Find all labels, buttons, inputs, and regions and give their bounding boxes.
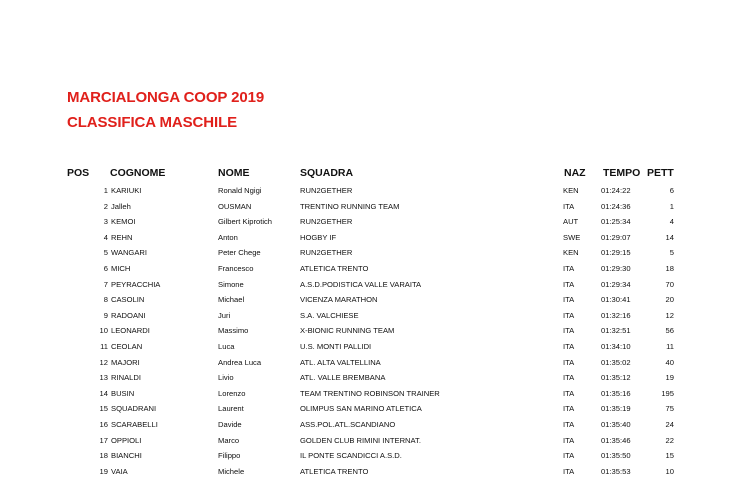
row-bib: 19	[665, 373, 674, 383]
row-surname: CASOLIN	[111, 295, 145, 305]
table-row	[0, 433, 741, 449]
row-pos: 5	[103, 248, 108, 258]
row-team: RUN2GETHER	[300, 186, 353, 195]
row-pos: 19	[99, 466, 108, 476]
row-time: 01:24:36	[601, 201, 631, 211]
table-row	[0, 230, 741, 246]
row-name: Juri	[218, 310, 231, 320]
row-surname: RINALDI	[111, 373, 141, 383]
row-name: OUSMAN	[218, 201, 252, 211]
row-name: Francesco	[218, 263, 254, 273]
header-bib: PETT	[647, 167, 674, 179]
row-name: Anton	[218, 232, 238, 242]
table-row	[0, 261, 741, 277]
row-pos: 10	[99, 326, 108, 336]
row-nationality: ITA	[563, 435, 575, 445]
row-bib: 6	[669, 186, 674, 195]
row-bib: 12	[665, 310, 674, 320]
row-surname: CEOLAN	[111, 341, 143, 351]
row-surname: SCARABELLI	[111, 419, 158, 429]
row-name: Ronald Ngigi	[218, 186, 262, 195]
row-pos: 6	[103, 263, 108, 273]
row-bib: 5	[669, 248, 674, 258]
table-row	[0, 323, 741, 339]
table-row	[0, 417, 741, 433]
header-team: SQUADRA	[300, 167, 354, 179]
row-team: A.S.D.PODISTICA VALLE VARAITA	[300, 279, 422, 289]
row-pos: 18	[99, 451, 108, 461]
table-row	[0, 245, 741, 261]
row-surname: KEMOI	[111, 217, 136, 227]
row-name: Laurent	[218, 404, 244, 414]
table-row	[0, 339, 741, 355]
row-name: Davide	[218, 419, 242, 429]
row-time: 01:30:41	[601, 295, 631, 305]
header-time: TEMPO	[603, 167, 641, 179]
row-team: RUN2GETHER	[300, 248, 353, 258]
row-bib: 40	[665, 357, 674, 367]
row-team: GOLDEN CLUB RIMINI INTERNAT.	[300, 435, 421, 445]
row-team: ATL. ALTA VALTELLINA	[300, 357, 381, 367]
row-time: 01:35:46	[601, 435, 631, 445]
header-naz: NAZ	[564, 167, 586, 179]
row-team: TRENTINO RUNNING TEAM	[300, 201, 400, 211]
row-surname: KARIUKI	[111, 186, 142, 195]
row-time: 01:35:53	[601, 466, 631, 476]
table-row	[0, 308, 741, 324]
row-name: Gilbert Kiprotich	[218, 217, 273, 227]
row-bib: 75	[665, 404, 674, 414]
table-row	[0, 355, 741, 371]
row-name: Simone	[218, 279, 244, 289]
row-time: 01:32:16	[601, 310, 631, 320]
row-pos: 3	[103, 217, 108, 227]
row-bib: 15	[665, 451, 674, 461]
row-team: U.S. MONTI PALLIDI	[300, 341, 372, 351]
table-row	[0, 370, 741, 386]
row-nationality: ITA	[563, 201, 575, 211]
row-time: 01:34:10	[601, 341, 631, 351]
document-title: MARCIALONGA COOP 2019	[67, 89, 265, 106]
table-row	[0, 214, 741, 230]
row-time: 01:24:22	[601, 186, 631, 195]
row-pos: 8	[103, 295, 108, 305]
row-nationality: ITA	[563, 279, 575, 289]
row-team: ATLETICA TRENTO	[300, 466, 369, 476]
row-pos: 1	[103, 186, 108, 195]
row-bib: 1	[669, 201, 674, 211]
row-surname: BUSIN	[111, 388, 135, 398]
results-table-body	[0, 183, 741, 479]
table-row	[0, 464, 741, 480]
row-bib: 10	[665, 466, 674, 476]
row-surname: REHN	[111, 232, 133, 242]
row-team: TEAM TRENTINO ROBINSON TRAINER	[300, 388, 440, 398]
row-time: 01:29:15	[601, 248, 631, 258]
row-time: 01:32:51	[601, 326, 631, 336]
row-pos: 14	[99, 388, 108, 398]
row-nationality: ITA	[563, 326, 575, 336]
row-pos: 13	[99, 373, 108, 383]
row-name: Filippo	[218, 451, 241, 461]
row-surname: LEONARDI	[111, 326, 150, 336]
row-team: S.A. VALCHIESE	[300, 310, 359, 320]
row-time: 01:35:02	[601, 357, 631, 367]
row-name: Luca	[218, 341, 235, 351]
row-team: HOGBY IF	[300, 232, 337, 242]
row-time: 01:35:12	[601, 373, 631, 383]
row-bib: 11	[666, 341, 674, 351]
row-name: Marco	[218, 435, 240, 445]
row-surname: PEYRACCHIA	[111, 279, 161, 289]
row-nationality: ITA	[563, 295, 575, 305]
row-surname: RADOANI	[111, 310, 146, 320]
row-name: Michele	[218, 466, 245, 476]
row-bib: 14	[665, 232, 674, 242]
row-bib: 195	[661, 388, 674, 398]
table-row	[0, 277, 741, 293]
row-name: Andrea Luca	[218, 357, 262, 367]
row-time: 01:29:30	[601, 263, 631, 273]
row-pos: 11	[100, 341, 108, 351]
row-team: ASS.POL.ATL.SCANDIANO	[300, 419, 396, 429]
row-team: OLIMPUS SAN MARINO ATLETICA	[300, 404, 422, 414]
row-nationality: ITA	[563, 451, 575, 461]
row-pos: 4	[103, 232, 108, 242]
row-time: 01:29:07	[601, 232, 631, 242]
table-row	[0, 386, 741, 402]
row-pos: 2	[103, 201, 108, 211]
row-bib: 56	[665, 326, 674, 336]
row-name: Michael	[218, 295, 245, 305]
row-nationality: ITA	[563, 310, 575, 320]
row-time: 01:35:16	[601, 388, 631, 398]
row-surname: WANGARI	[111, 248, 147, 258]
row-time: 01:35:19	[601, 404, 631, 414]
row-pos: 12	[99, 357, 108, 367]
row-team: ATLETICA TRENTO	[300, 263, 369, 273]
row-surname: OPPIOLI	[111, 435, 142, 445]
row-surname: MAJORI	[111, 357, 140, 367]
row-name: Peter Chege	[218, 248, 261, 258]
row-bib: 70	[665, 279, 674, 289]
row-name: Massimo	[218, 326, 249, 336]
row-nationality: ITA	[563, 404, 575, 414]
row-nationality: ITA	[563, 373, 575, 383]
row-bib: 4	[669, 217, 674, 227]
row-team: IL PONTE SCANDICCI A.S.D.	[300, 451, 402, 461]
row-nationality: AUT	[563, 217, 579, 227]
table-row	[0, 292, 741, 308]
row-nationality: SWE	[563, 232, 581, 242]
row-nationality: ITA	[563, 466, 575, 476]
row-pos: 17	[99, 435, 108, 445]
row-surname: Jalleh	[111, 201, 131, 211]
table-row	[0, 448, 741, 464]
document-subtitle: CLASSIFICA MASCHILE	[67, 114, 238, 131]
row-surname: BIANCHI	[111, 451, 142, 461]
row-surname: MICH	[111, 263, 131, 273]
row-nationality: ITA	[563, 341, 575, 351]
row-pos: 9	[103, 310, 108, 320]
table-row	[0, 401, 741, 417]
row-nationality: ITA	[563, 263, 575, 273]
row-surname: SQUADRANI	[111, 404, 157, 414]
row-time: 01:25:34	[601, 217, 631, 227]
row-nationality: ITA	[563, 388, 575, 398]
row-surname: VAIA	[111, 466, 128, 476]
row-team: X-BIONIC RUNNING TEAM	[300, 326, 395, 336]
row-nationality: ITA	[563, 357, 575, 367]
row-team: VICENZA MARATHON	[300, 295, 378, 305]
row-team: RUN2GETHER	[300, 217, 353, 227]
table-row	[0, 183, 741, 199]
row-name: Livio	[218, 373, 234, 383]
row-bib: 24	[665, 419, 674, 429]
header-name: NOME	[218, 167, 250, 179]
row-nationality: KEN	[563, 248, 579, 258]
row-bib: 18	[665, 263, 674, 273]
row-nationality: KEN	[563, 186, 579, 195]
row-pos: 7	[103, 279, 108, 289]
row-bib: 20	[665, 295, 674, 305]
row-time: 01:35:40	[601, 419, 631, 429]
row-nationality: ITA	[563, 419, 575, 429]
table-row	[0, 199, 741, 215]
row-time: 01:35:50	[601, 451, 631, 461]
header-pos: POS	[67, 167, 90, 179]
header-surname: COGNOME	[110, 167, 166, 179]
row-pos: 15	[99, 404, 108, 414]
row-team: ATL. VALLE BREMBANA	[300, 373, 386, 383]
row-time: 01:29:34	[601, 279, 631, 289]
row-name: Lorenzo	[218, 388, 246, 398]
row-bib: 22	[665, 435, 674, 445]
row-pos: 16	[99, 419, 108, 429]
